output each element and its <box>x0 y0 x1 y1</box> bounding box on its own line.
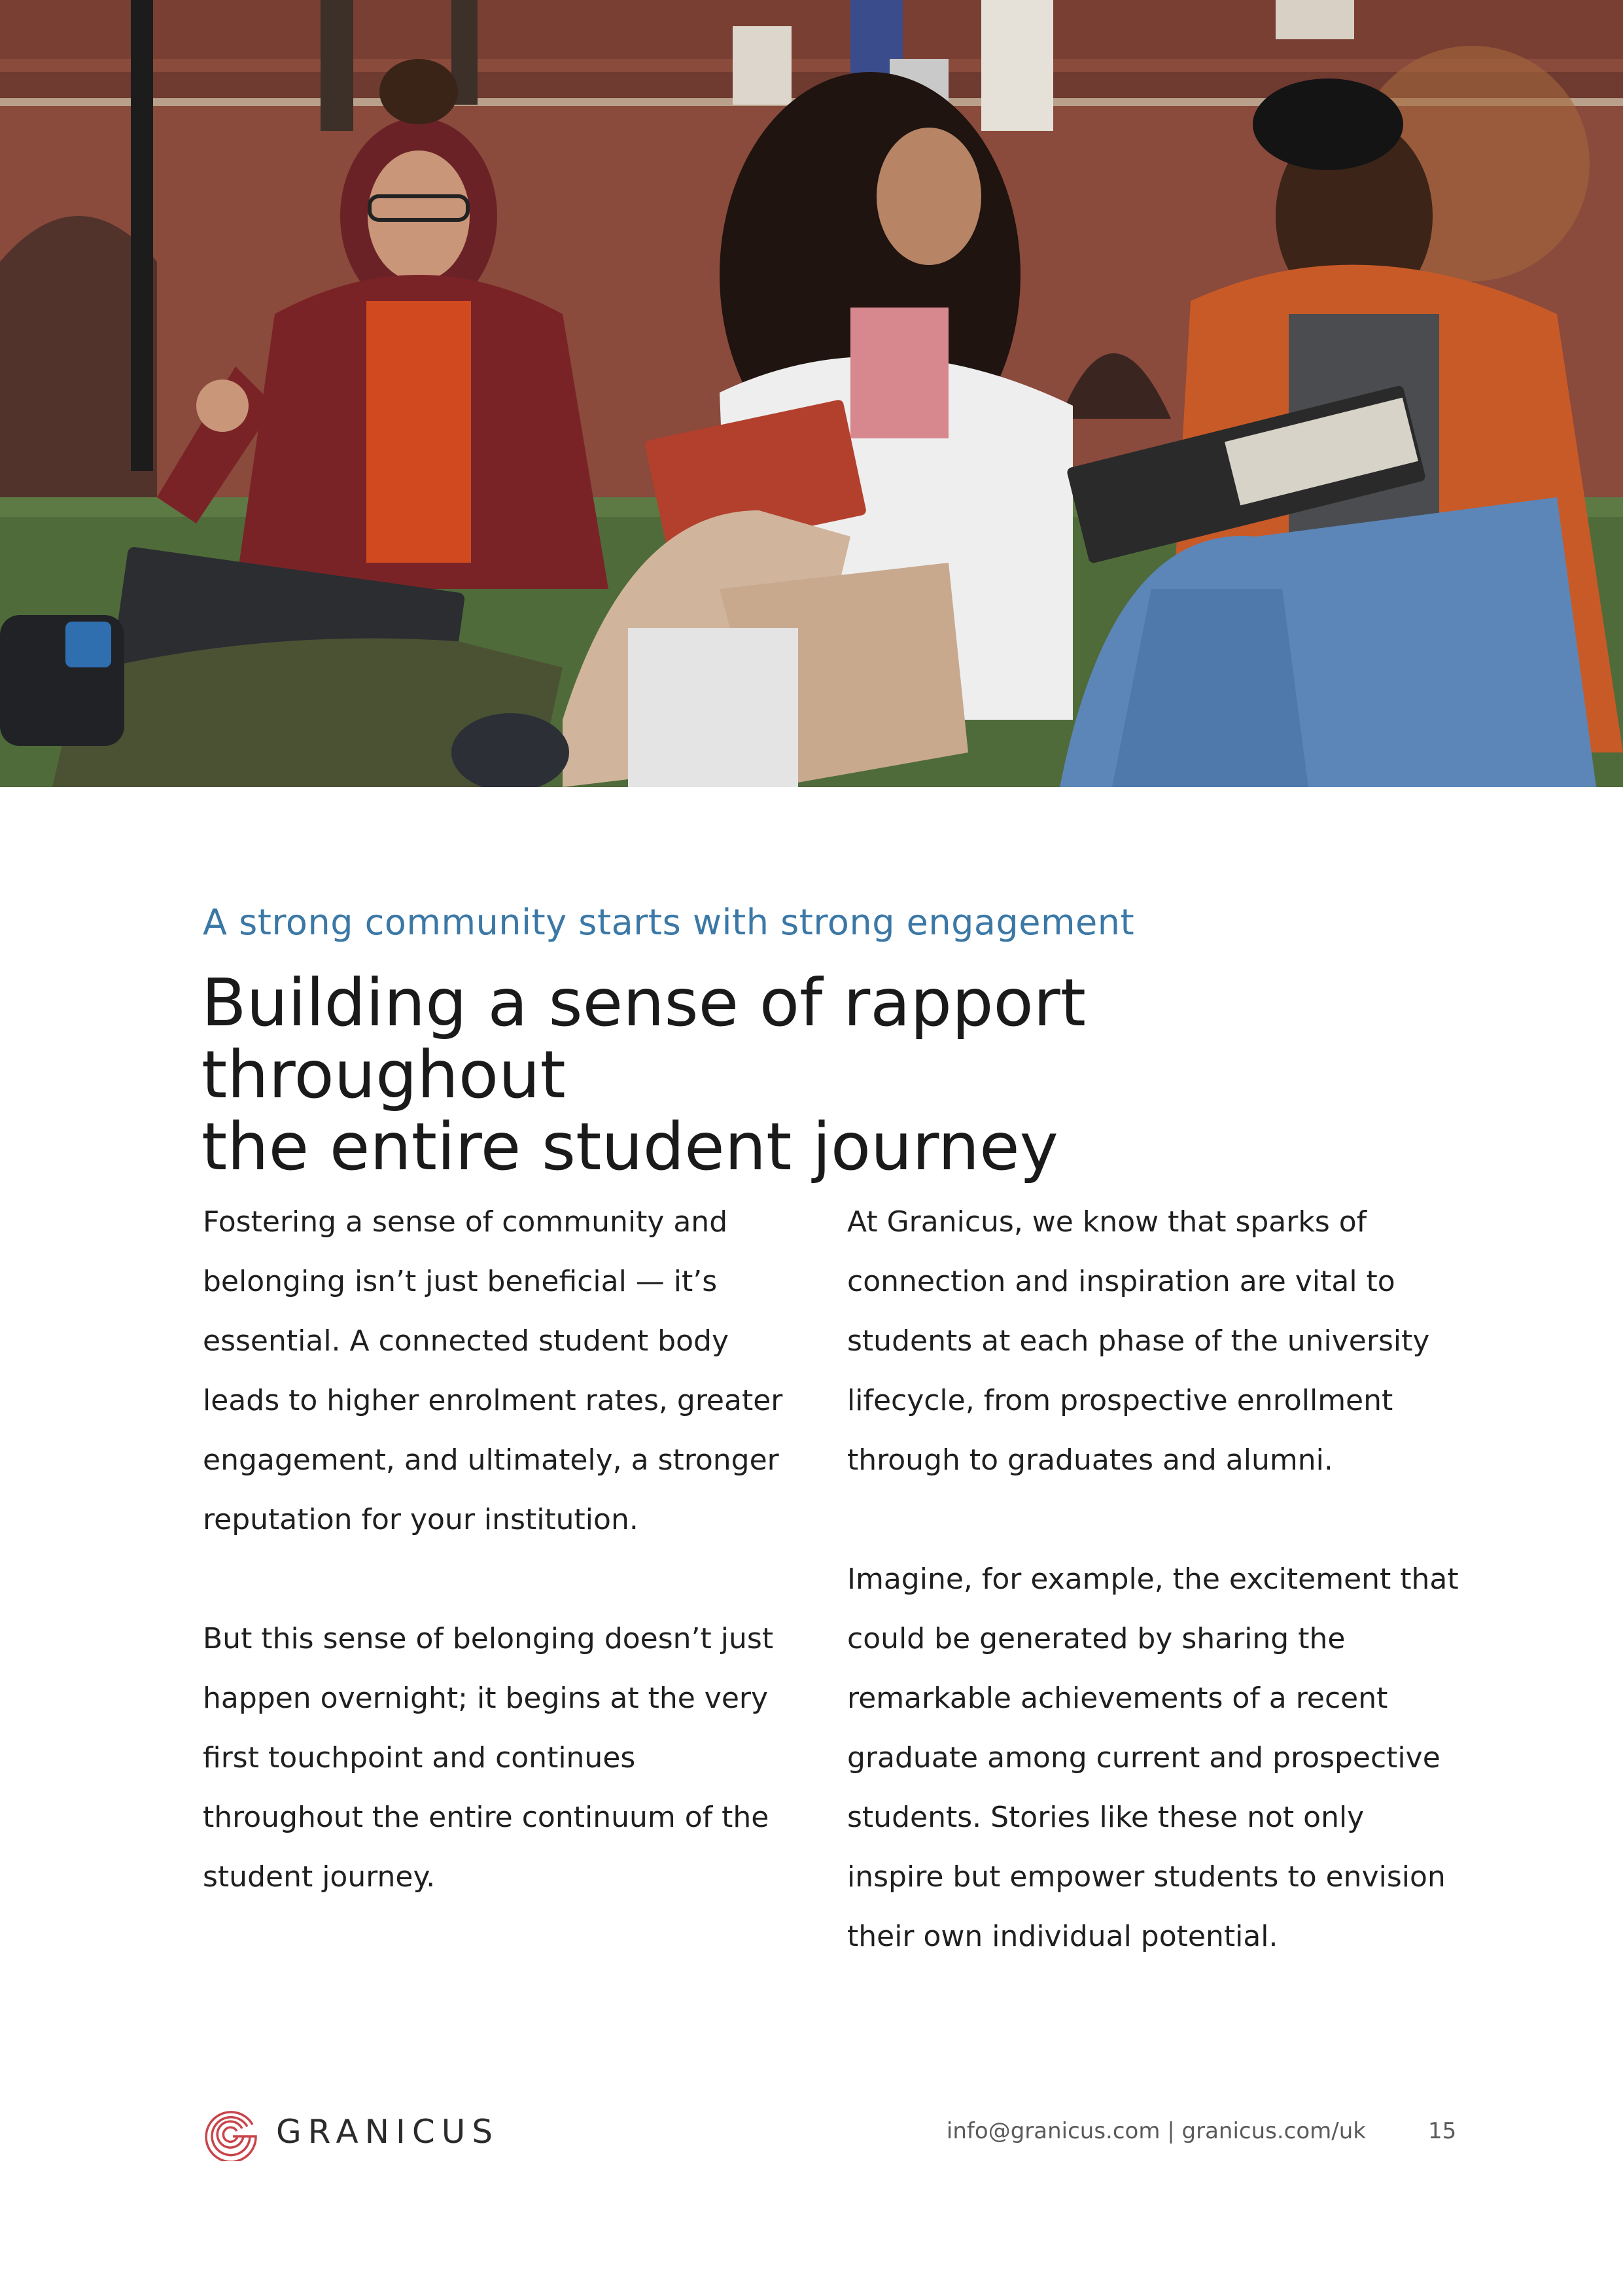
headline-line-1: Building a sense of rapport throughout <box>201 964 1086 1113</box>
body-paragraph: Imagine, for example, the excitement that could be generated by sharing the remarkable achievements of a recent graduate among current and prospective students. Stories like these not only inspire but empower students to envision their own individual potential. <box>847 1563 1459 1953</box>
granicus-g-logo-icon <box>201 2102 260 2161</box>
page-headline <box>201 964 1444 1185</box>
body-paragraph: At Granicus, we know that sparks of connection and inspiration are vital to students at each phase of the university lifecycle, from prospective enrollment through to graduates and alumni. <box>847 1205 1430 1477</box>
body-column-left <box>203 1192 792 1907</box>
page-number: 15 <box>1428 2118 1457 2144</box>
footer-contact[interactable]: info@granicus.com | granicus.com/uk <box>946 2118 1366 2144</box>
brand-wordmark: GRANICUS <box>276 2113 500 2151</box>
body-column-right <box>847 1192 1462 1966</box>
body-paragraph: But this sense of belonging doesn’t just happen overnight; it begins at the very first touchpoint and continues throughout the entire continuum of the student journey. <box>203 1622 774 1894</box>
body-paragraph: Fostering a sense of community and belonging isn’t just beneficial — it’s essential. A connected student body leads to higher enrolment rates, greater engagement, and ultimately, a stronger reputation for your institution. <box>203 1205 783 1536</box>
headline-line-2: the entire student journey <box>201 1108 1058 1185</box>
hero-photo <box>0 0 1623 787</box>
section-eyebrow: A strong community starts with strong engagement <box>203 902 1135 943</box>
students-on-lawn-illustration <box>0 0 1623 787</box>
granicus-logo <box>201 2102 499 2161</box>
